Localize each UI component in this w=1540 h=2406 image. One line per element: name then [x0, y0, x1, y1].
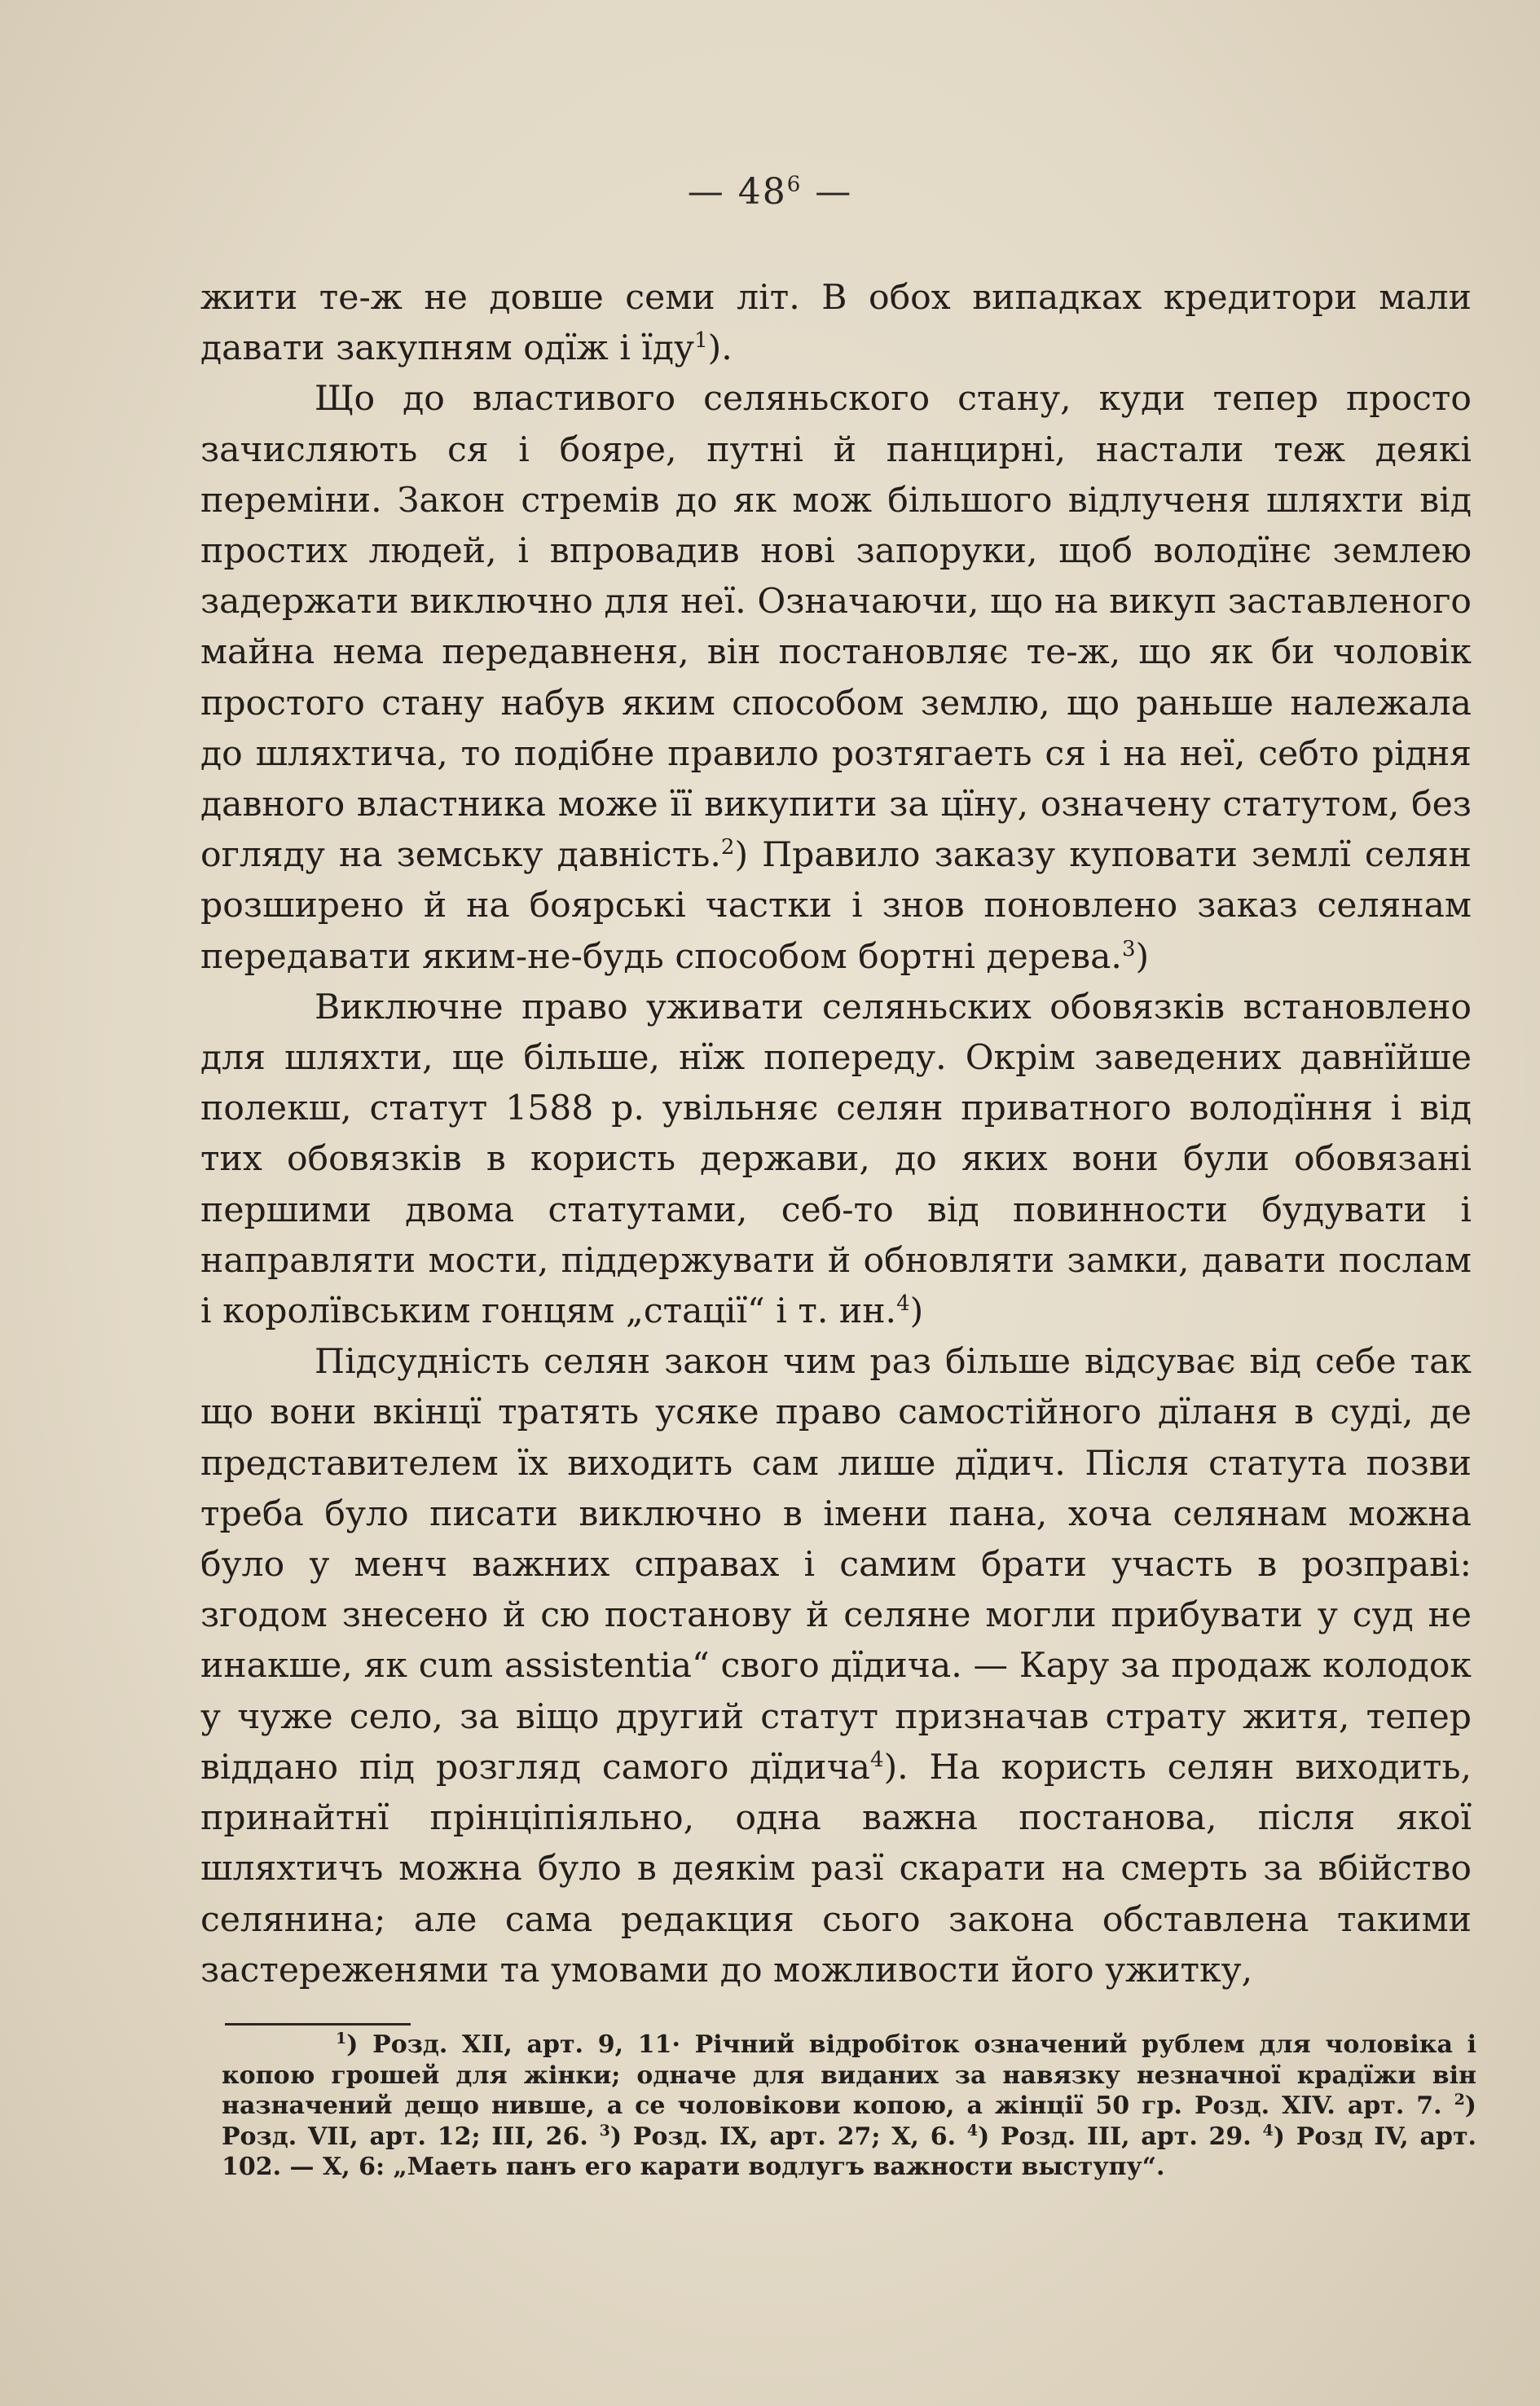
text-run: ).: [707, 328, 733, 369]
footnote-marker: 4: [966, 2121, 979, 2140]
text-run: ) Розд. IX, арт. 27; X, 6.: [609, 2122, 967, 2151]
page-number-superscript: 6: [786, 172, 803, 197]
text-run: Підсудність селян закон чим раз більше відсуває від себе так що вони вкінцї тратять усяке право самостійного дїланя в суді, де представителем їх виходить сам лише дїдич. Після статута позви треба було писати виключно в імени пана, хоча селянам можна було у менч важних справах і самим брати участь в розправі: згодом знесено й сю постанову й селяне могли прибувати у суд не инакше, як cum assistentia“ свого дїдича. — Кару за продаж колодок у чуже село, за віщо другий статут призначав страту житя, тепер віддано під розгляд самого дїдича: [200, 1342, 1472, 1788]
footnote-marker: 1: [336, 2030, 347, 2048]
footnote-paragraph: [222, 2030, 1476, 2183]
page-number-text: — 48: [687, 171, 787, 213]
footnote-marker: 4: [870, 1747, 884, 1772]
paragraph: [200, 273, 1472, 374]
text-run: ): [909, 1291, 924, 1332]
text-run: ) Розд. III, арт. 29.: [978, 2122, 1263, 2151]
footnote-marker: 2: [1454, 2091, 1465, 2109]
text-run: ). На користь селян виходить, принайтнї прінціпіяльно, одна важна постанова, після якої шляхтичъ можна було в деякім разї скарати на смерть за вбійство селянина; але сама редакция сього закона обставлена такими застереженями та умовами до можливости його ужитку,: [200, 1747, 1472, 1990]
page-number: [0, 171, 1540, 213]
footnote-marker: 4: [1262, 2121, 1274, 2140]
text-run: ): [1135, 936, 1150, 977]
paragraph: [200, 1337, 1472, 1996]
footnote-marker: 1: [694, 328, 708, 354]
footnote-marker: 3: [599, 2121, 610, 2140]
text-run: ) Розд. XII, арт. 9, 11· Річний відробіток означений рублем для чоловіка і копою грошей для жінки; одначе для виданих за навязку незначної крадїжи він назначений дещо нивше, а се чоловікови копою, а жінції 50 гр. Розд. XIV. арт. 7.: [222, 2030, 1476, 2121]
text-run: Що до властивого селяньского стану, куди тепер просто зачисляють ся і бояре, путні й панцирні, настали теж деякі переміни. Закон стремів до як мож більшого відлученя шляхти від простих людей, і впровадив нові запоруки, щоб володїнє землею задержати виключно для неї. Означаючи, що на викуп заставленого майна нема передавненя, він постановляє те-ж, що як би чоловік простого стану набув яким способом землю, що раньше належала до шляхтича, то подібне правило розтягаеть ся і на неї, себто рідня давного властника може її викупити за цїну, означену статутом, без огляду на земську давність.: [200, 379, 1472, 876]
page-number-tail: —: [802, 171, 853, 213]
paragraph: [200, 983, 1472, 1337]
footnote-marker: 2: [720, 835, 735, 860]
text-run: ) Розд IV, арт. 102. — X, 6: „Маеть панъ его карати водлугъ важности выступу“.: [222, 2122, 1476, 2182]
footnotes: [222, 2030, 1476, 2183]
footnote-rule: [225, 2023, 411, 2026]
text-run: ) Правило заказу куповати землї селян розширено й на боярські частки і знов поновлено заказ селянам передавати яким-не-будь способом бортні дерева.: [200, 835, 1472, 977]
footnote-marker: 4: [896, 1291, 910, 1316]
paragraph: [200, 374, 1472, 982]
footnote-marker: 3: [1121, 936, 1136, 961]
text-run: Виключне право уживати селяньских обовязків встановлено для шляхти, ще більше, нїж попереду. Окрім заведених давнїйше полекш, статут 1588 р. увільняє селян приватного володїння і від тих обовязків в користь держави, до яких вони були обовязані першими двома статутами, себ-то від повинности будувати і направляти мости, піддержувати й обновляти замки, давати послам і королївським гонцям „стації“ і т. ин.: [200, 987, 1472, 1332]
body-text: [200, 273, 1472, 1996]
text-run: жити те-ж не довше семи літ. В обох випадках кредитори мали давати закупням одїж і їду: [200, 278, 1472, 369]
text-run: ) Розд. VII, арт. 12; III, 26.: [222, 2092, 1476, 2151]
